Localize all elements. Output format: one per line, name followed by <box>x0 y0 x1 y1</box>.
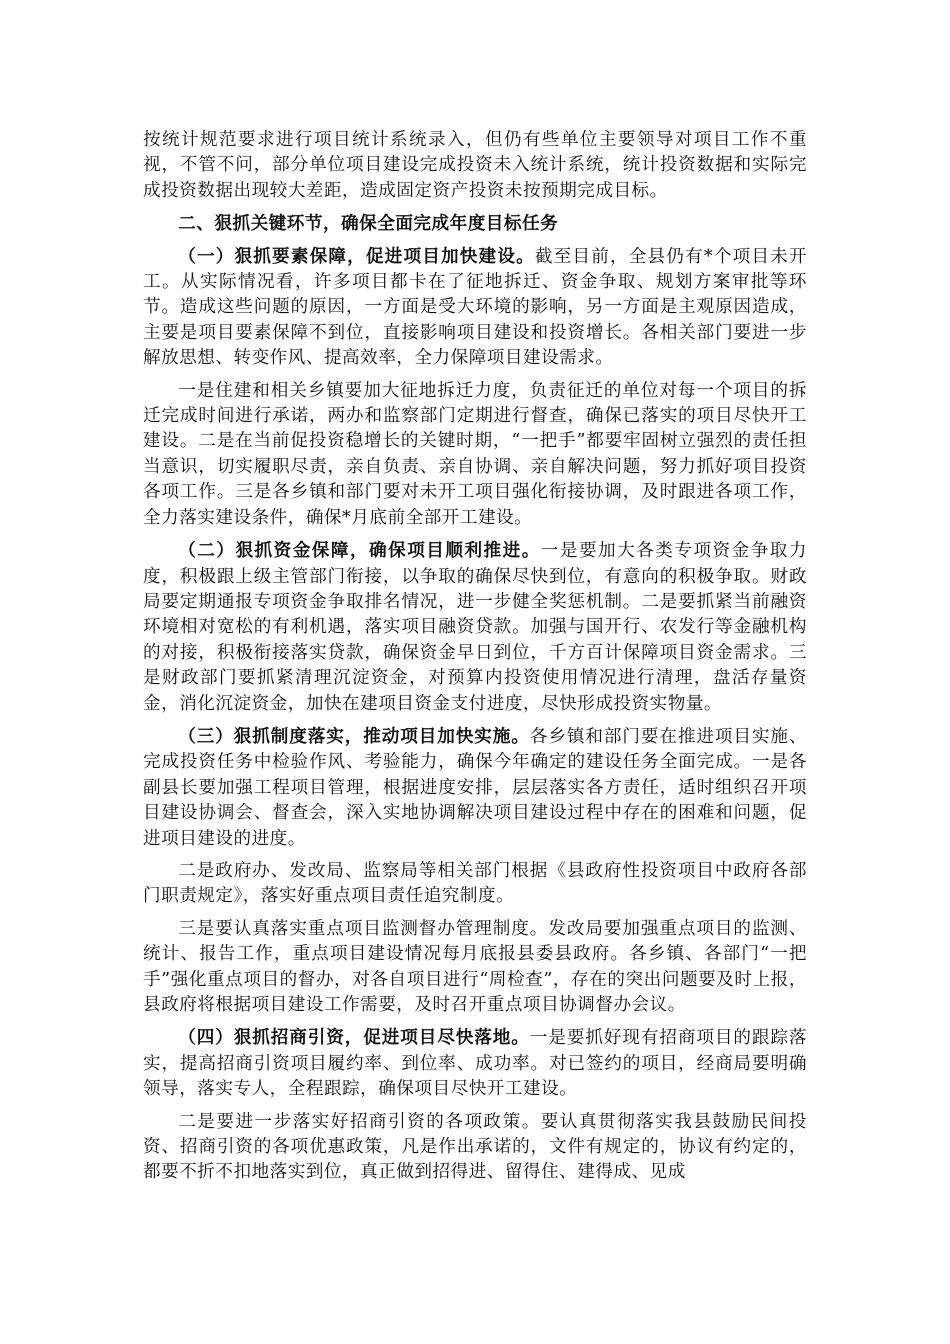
paragraph-6 <box>143 917 807 1019</box>
section-heading-2 <box>143 211 807 236</box>
paragraph-text: 按统计规范要求进行项目统计系统录入，但仍有些单位主要领导对项目工作不重视，不管不问，部分单位项目建设完成投资未入统计系统，统计投资数据和实际完成投资数据出现较大差距，造成固定资产投资未按预期完成目标。 <box>143 130 807 201</box>
paragraph-3 <box>143 538 807 717</box>
paragraph-text: 二是要进一步落实好招商引资的各项政策。要认真贯彻落实我县鼓励民间投资、招商引资的各项优惠政策，凡是作出承诺的，文件有规定的，协议有约定的，都要不折不扣地落实到位，真正做到招得进、留得住、建得成、见成 <box>143 1111 807 1183</box>
paragraph-1 <box>143 244 807 372</box>
paragraph-text: 一是要加大各类专项资金争取力度，积极跟上级主管部门衔接，以争取的确保尽快到位，有意向的积极争取。财政局要定期通报专项资金争取排名情况，进一步健全奖惩机制。二是要抓紧当前融资环境相对宽松的有利机遇，落实项目融资贷款。加强与国开行、农发行等金融机构的对接，积极衔接落实贷款，确保资金早日到位，千方百计保障项目资金需求。三是财政部门要抓紧清理沉淀资金，对预算内投资使用情况进行清理，盘活存量资金，消化沉淀资金，加快在建项目资金支付进度，尽快形成投资实物量。 <box>143 541 807 714</box>
heading-text: 二、狠抓关键环节，确保全面完成年度目标任务 <box>178 213 559 235</box>
paragraph-text: 一是要抓好现有招商项目的跟踪落实，提高招商引资项目履约率、到位率、成功率。对已签约的项目，经商局要明确领导，落实专人，全程跟踪，确保项目尽快开工建设。 <box>143 1028 807 1100</box>
paragraph-2 <box>143 379 807 531</box>
subsection-heading-4: （四）狠抓招商引资，促进项目尽快落地。 <box>178 1027 530 1049</box>
paragraph-text: 二是政府办、发改局、监察局等相关部门根据《县政府性投资项目中政府各部门职责规定》，落实好重点项目责任追究制度。 <box>143 860 807 907</box>
paragraph-text: 三是要认真落实重点项目监测督办管理制度。发改局要加强重点项目的监测、统计、报告工作，重点项目建设情况每月底报县委县政府。各乡镇、各部门“一把手”强化重点项目的督办，对各自项目进行“周检查”，存在的突出问题要及时上报，县政府将根据项目建设工作需要，及时召开重点项目协调督办会议。 <box>143 918 807 1015</box>
paragraph-text: 一是住建和相关乡镇要加大征地拆迁力度，负责征迁的单位对每一个项目的拆迁完成时间进行承诺，两办和监察部门定期进行督查，确保已落实的项目尽快开工建设。二是在当前促投资稳增长的关键时期，“一把手”都要牢固树立强烈的责任担当意识，切实履职尽责，亲自负责、亲自协调、亲自解决问题，努力抓好项目投资各项工作。三是各乡镇和部门要对未开工项目强化衔接协调，及时跟进各项工作，全力落实建设条件，确保*月底前全部开工建设。 <box>143 380 807 528</box>
paragraph-4 <box>143 724 807 852</box>
paragraph-8 <box>143 1110 807 1186</box>
subsection-heading-3: （三）狠抓制度落实，推动项目加快实施。 <box>178 725 530 747</box>
subsection-heading-1: （一）狠抓要素保障，促进项目加快建设。 <box>178 245 535 267</box>
paragraph-5 <box>143 859 807 910</box>
paragraph-0 <box>143 128 807 204</box>
paragraph-text: 截至目前，全县仍有*个项目未开工。从实际情况看，许多项目都卡在了征地拆迁、资金争取、规划方案审批等环节。造成这些问题的原因，一方面是受大环境的影响，另一方面是主观原因造成，主要是项目要素保障不到位，直接影响项目建设和投资增长。各相关部门要进一步解放思想、转变作风、提高效率，全力保障项目建设需求。 <box>143 246 807 369</box>
paragraph-text: 各乡镇和部门要在推进项目实施、完成投资任务中检验作风、考验能力，确保今年确定的建设任务全面完成。一是各副县长要加强工程项目管理，根据进度安排，层层落实各方责任，适时组织召开项目建设协调会、督查会，深入实地协调解决项目建设过程中存在的困难和问题，促进项目建设的进度。 <box>143 726 807 849</box>
subsection-heading-2: （二）狠抓资金保障，确保项目顺利推进。 <box>178 540 541 562</box>
document-page <box>143 128 807 1193</box>
paragraph-7 <box>143 1025 807 1102</box>
